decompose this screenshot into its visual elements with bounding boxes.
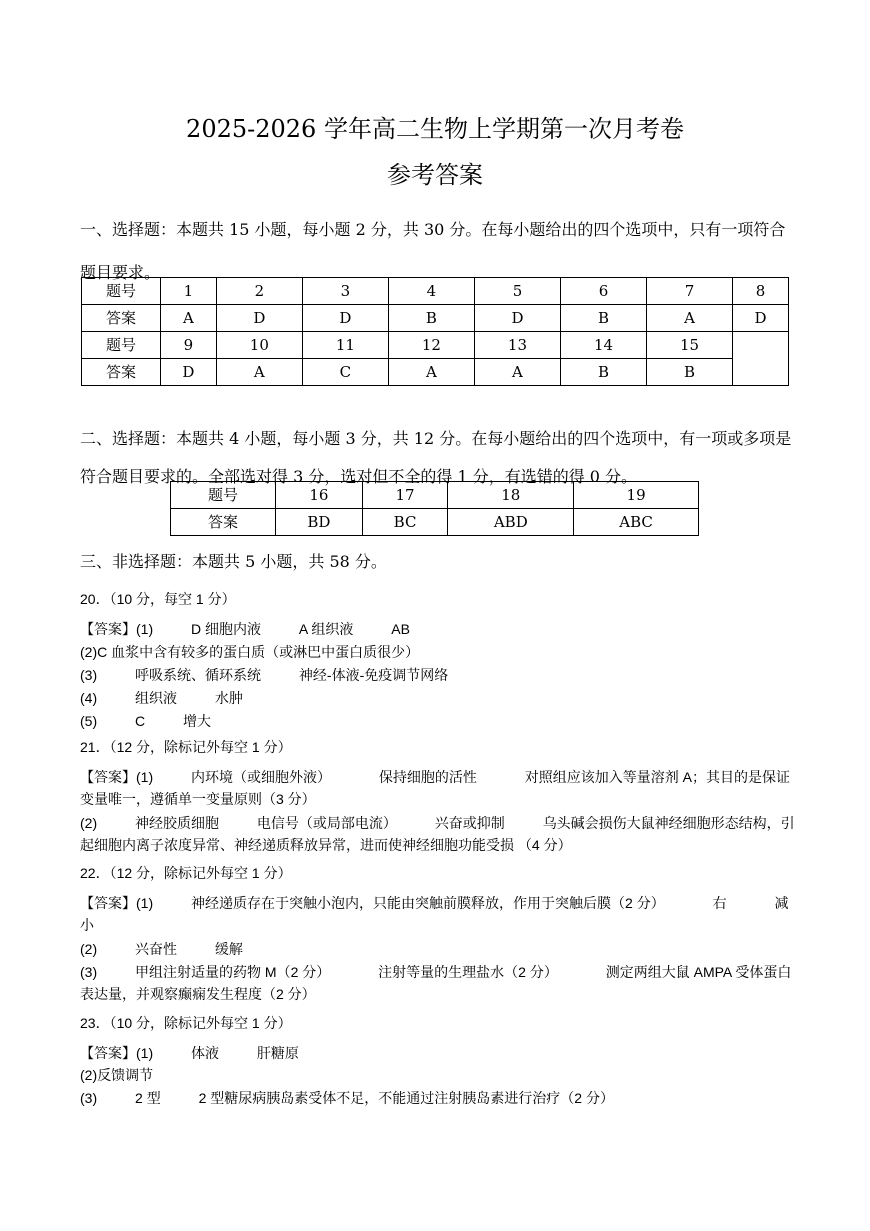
answer-text: A 组织液 — [298, 621, 354, 637]
answer-text: 呼吸系统、循环系统 — [135, 667, 262, 683]
item-num: (3) — [80, 1090, 98, 1106]
num-cell: 4 — [388, 278, 474, 305]
answer-text: 神经递质存在于突触小泡内，只能由突触前膜释放，作用于突触后膜（2 分） — [191, 895, 665, 911]
answer-text: 2 型 — [135, 1090, 161, 1106]
item-num: (5) — [80, 713, 98, 729]
page-subtitle: 参考答案 — [387, 161, 483, 189]
item-num: (3) — [80, 667, 98, 683]
num-cell: 11 — [302, 332, 388, 359]
num-cell: 6 — [561, 278, 647, 305]
answer-table-2 — [170, 481, 699, 536]
q20-line4 — [80, 687, 796, 709]
q22-line1 — [80, 892, 796, 936]
answer-label: 【答案】(1) — [80, 621, 154, 637]
header-cell: 题号 — [82, 332, 161, 359]
answer-cell: A — [647, 305, 733, 332]
answer-cell: ABD — [448, 509, 574, 536]
q22-head: 22．（12 分，除标记外每空 1 分） — [80, 865, 292, 881]
answer-cell: BD — [276, 509, 363, 536]
answer-text: D 细胞内液 — [191, 621, 262, 637]
q20-line3 — [80, 664, 796, 686]
answer-cell: A — [474, 359, 560, 386]
answer-cell: A — [388, 359, 474, 386]
table-row — [82, 359, 789, 386]
q22-line2 — [80, 938, 796, 960]
answer-text: 兴奋性 — [135, 941, 178, 957]
num-cell: 2 — [216, 278, 302, 305]
answer-text: 水肿 — [214, 690, 243, 706]
num-cell: 1 — [161, 278, 217, 305]
answer-text: C — [135, 713, 146, 729]
answer-cell: B — [388, 305, 474, 332]
answer-text: 兴奋或抑制 — [434, 815, 505, 831]
num-cell: 19 — [574, 482, 699, 509]
q20-line5 — [80, 710, 796, 732]
answer-label: 【答案】(1) — [80, 1045, 154, 1061]
answer-text: 对照组应该加入等量溶剂 A；其目的是保证变量唯一，遵循单一变量原则（3 分） — [80, 769, 791, 807]
answer-text: 组织液 — [135, 690, 178, 706]
answer-text: 神经-体液-免疫调节网络 — [298, 667, 449, 683]
q22-line3 — [80, 961, 796, 1005]
table-row — [82, 332, 789, 359]
answer-text: AB — [391, 621, 410, 637]
q23-line2: (2)反馈调节 — [80, 1067, 154, 1083]
num-cell: 17 — [362, 482, 448, 509]
answer-cell: D — [161, 359, 217, 386]
q21-head: 21．（12 分，除标记外每空 1 分） — [80, 739, 292, 755]
num-cell: 10 — [216, 332, 302, 359]
answer-text: 肝糖原 — [256, 1045, 299, 1061]
answer-cell: BC — [362, 509, 448, 536]
answer-text: 右 — [712, 895, 727, 911]
num-cell: 9 — [161, 332, 217, 359]
answer-text: 乌头碱会损伤大鼠神经细胞形态结构，引起细胞内离子浓度异常、神经递质释放异常，进而使神经细胞功能受损 （4 分） — [80, 815, 795, 853]
num-cell: 5 — [474, 278, 560, 305]
answer-table-1 — [81, 277, 789, 386]
header-cell: 答案 — [82, 305, 161, 332]
answer-text: 测定两组大鼠 AMPA 受体蛋白表达量，并观察癫痫发生程度（2 分） — [80, 964, 792, 1002]
answer-text: 2 型糖尿病胰岛素受体不足，不能通过注射胰岛素进行治疗（2 分） — [198, 1090, 614, 1106]
header-cell: 答案 — [171, 509, 276, 536]
num-cell: 3 — [302, 278, 388, 305]
answer-cell: B — [561, 305, 647, 332]
num-cell: 7 — [647, 278, 733, 305]
q20-line1 — [80, 618, 796, 640]
answer-text: 甲组注射适量的药物 M（2 分） — [135, 964, 331, 980]
section1-instructions: 一、选择题：本题共 15 小题，每小题 2 分，共 30 分。在每小题给出的四个选项中，只有一项符合题目要求。 — [80, 220, 786, 282]
item-num: (2) — [80, 941, 98, 957]
section3-instructions: 三、非选择题：本题共 5 小题，共 58 分。 — [80, 552, 387, 571]
item-num: (3) — [80, 964, 98, 980]
answer-label: 【答案】(1) — [80, 895, 154, 911]
answer-cell: A — [161, 305, 217, 332]
page-title: 2025-2026 学年高二生物上学期第一次月考卷 — [186, 115, 684, 143]
answer-text: 保持细胞的活性 — [378, 769, 477, 785]
item-num: (4) — [80, 690, 98, 706]
empty-cell — [733, 332, 789, 386]
answer-text: 体液 — [191, 1045, 220, 1061]
q21-line2 — [80, 812, 796, 856]
answer-text: 神经胶质细胞 — [135, 815, 220, 831]
answer-cell: D — [216, 305, 302, 332]
q20-head: 20．（10 分，每空 1 分） — [80, 591, 236, 607]
answer-cell: A — [216, 359, 302, 386]
answer-cell: ABC — [574, 509, 699, 536]
answer-label: 【答案】(1) — [80, 769, 154, 785]
num-cell: 18 — [448, 482, 574, 509]
answer-text: 内环境（或细胞外液） — [191, 769, 332, 785]
header-cell: 题号 — [82, 278, 161, 305]
num-cell: 8 — [733, 278, 789, 305]
table-row — [82, 305, 789, 332]
answer-cell: B — [561, 359, 647, 386]
answer-text: 电信号（或局部电流） — [256, 815, 397, 831]
num-cell: 12 — [388, 332, 474, 359]
table-row — [82, 278, 789, 305]
answer-text: 缓解 — [214, 941, 243, 957]
num-cell: 13 — [474, 332, 560, 359]
q23-head: 23．（10 分，除标记外每空 1 分） — [80, 1015, 292, 1031]
answer-text: 增大 — [183, 713, 212, 729]
header-cell: 答案 — [82, 359, 161, 386]
answer-cell: D — [474, 305, 560, 332]
num-cell: 16 — [276, 482, 363, 509]
num-cell: 14 — [561, 332, 647, 359]
table-row — [171, 482, 699, 509]
q23-line3 — [80, 1087, 796, 1109]
answer-cell: D — [733, 305, 789, 332]
num-cell: 15 — [647, 332, 733, 359]
q23-line1 — [80, 1042, 796, 1064]
answer-text: 减小 — [80, 895, 789, 933]
table-row — [171, 509, 699, 536]
answer-cell: D — [302, 305, 388, 332]
q20-line2: (2)C 血浆中含有较多的蛋白质（或淋巴中蛋白质很少） — [80, 644, 420, 660]
answer-text: 注射等量的生理盐水（2 分） — [378, 964, 558, 980]
q21-line1 — [80, 766, 796, 810]
answer-cell: B — [647, 359, 733, 386]
item-num: (2) — [80, 815, 98, 831]
header-cell: 题号 — [171, 482, 276, 509]
section2-instructions: 二、选择题：本题共 4 小题，每小题 3 分，共 12 分。在每小题给出的四个选项中，有一项或多项是符合题目要求的。全部选对得 3 分，选对但不全的得 1 分，有选错的得 0 分。 — [80, 429, 792, 486]
answer-cell: C — [302, 359, 388, 386]
